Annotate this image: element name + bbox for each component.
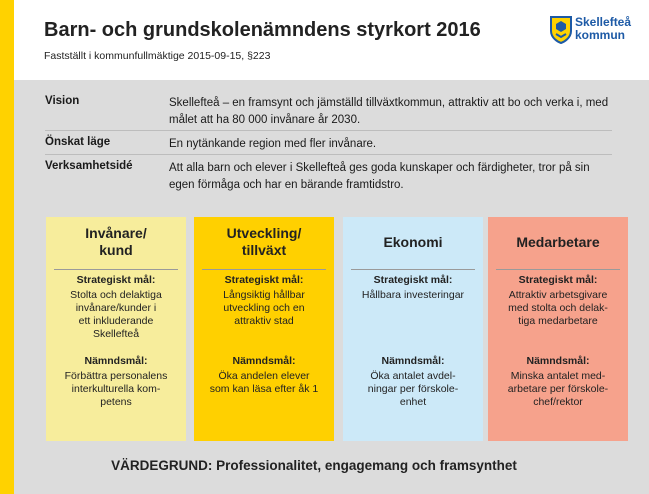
strategic-goal-label: Strategiskt mål: bbox=[373, 274, 453, 286]
board-goal-label: Nämndsmål: bbox=[84, 355, 148, 367]
card-divider bbox=[54, 269, 178, 270]
card-ekonomi bbox=[343, 217, 483, 441]
strategic-goal-value: Attraktiv arbetsgivare med stolta och delak- tiga medarbetare bbox=[508, 289, 608, 327]
accent-side-bar bbox=[0, 0, 14, 494]
strategic-goal-value: Stolta och delaktiga invånare/kunder i ett inkluderande Skellefteå bbox=[70, 289, 162, 340]
strategic-goal-value: Hållbara investeringar bbox=[361, 289, 465, 301]
board-goal-value: Minska antalet med- arbetare per förskole- chef/rektor bbox=[507, 370, 609, 408]
board-goal-value: Öka andelen elever som kan läsa efter åk 1 bbox=[209, 370, 319, 395]
card-title: Medarbetare bbox=[516, 233, 600, 250]
vision-value: Skellefteå – en framsynt och jämställd tillväxtkommun, attraktiv att bo och verka i, med målet att ha 80 000 invånare år 2030. bbox=[169, 97, 609, 126]
logo-text bbox=[575, 16, 631, 42]
board-goal-value: Förbättra personalens interkulturella kom- petens bbox=[64, 370, 168, 408]
card-title: Utveckling/ tillväxt bbox=[226, 225, 302, 258]
card-utveckling-tillvaxt bbox=[194, 217, 334, 441]
divider bbox=[45, 130, 612, 131]
verksamhetside-value: Att alla barn och elever i Skellefteå ges goda kunskaper och färdigheter, tror på sin egen förmåga och har en bärande framtidstro. bbox=[169, 162, 590, 191]
card-divider bbox=[351, 269, 475, 270]
board-goal-value: Öka antalet avdel- ningar per förskole- enhet bbox=[367, 370, 459, 408]
card-title: Ekonomi bbox=[383, 233, 443, 250]
page-subtitle: Fastställt i kommunfullmäktige 2015-09-15, §223 bbox=[44, 50, 271, 62]
strategic-goal-label: Strategiskt mål: bbox=[76, 274, 156, 286]
vision-label: Vision bbox=[45, 95, 80, 107]
strategic-goal-label: Strategiskt mål: bbox=[518, 274, 598, 286]
skelleftea-logo bbox=[550, 15, 632, 47]
card-divider bbox=[202, 269, 326, 270]
skelleftea-crest-icon bbox=[550, 16, 572, 44]
logo-line-1: Skellefteå bbox=[575, 15, 632, 29]
divider bbox=[45, 154, 612, 155]
strategic-goal-value: Långsiktig hållbar utveckling och en attraktiv stad bbox=[223, 289, 305, 327]
card-divider bbox=[496, 269, 620, 270]
main-panel bbox=[14, 80, 649, 494]
card-title: Invånare/ kund bbox=[85, 225, 147, 258]
page-title: Barn- och grundskolenämndens styrkort 2016 bbox=[44, 19, 481, 41]
vardegrund-footer: VÄRDEGRUND: Professionalitet, engagemang och framsynthet bbox=[111, 458, 517, 473]
onskat-lage-label: Önskat läge bbox=[45, 136, 111, 148]
logo-line-2: kommun bbox=[575, 28, 626, 42]
card-invanare-kund bbox=[46, 217, 186, 441]
verksamhetside-label: Verksamhetsidé bbox=[45, 160, 133, 172]
page-header bbox=[14, 0, 649, 80]
board-goal-label: Nämndsmål: bbox=[232, 355, 296, 367]
card-medarbetare bbox=[488, 217, 628, 441]
onskat-lage-value: En nytänkande region med fler invånare. bbox=[169, 138, 377, 150]
strategic-goal-label: Strategiskt mål: bbox=[224, 274, 304, 286]
board-goal-label: Nämndsmål: bbox=[381, 355, 445, 367]
board-goal-label: Nämndsmål: bbox=[526, 355, 590, 367]
